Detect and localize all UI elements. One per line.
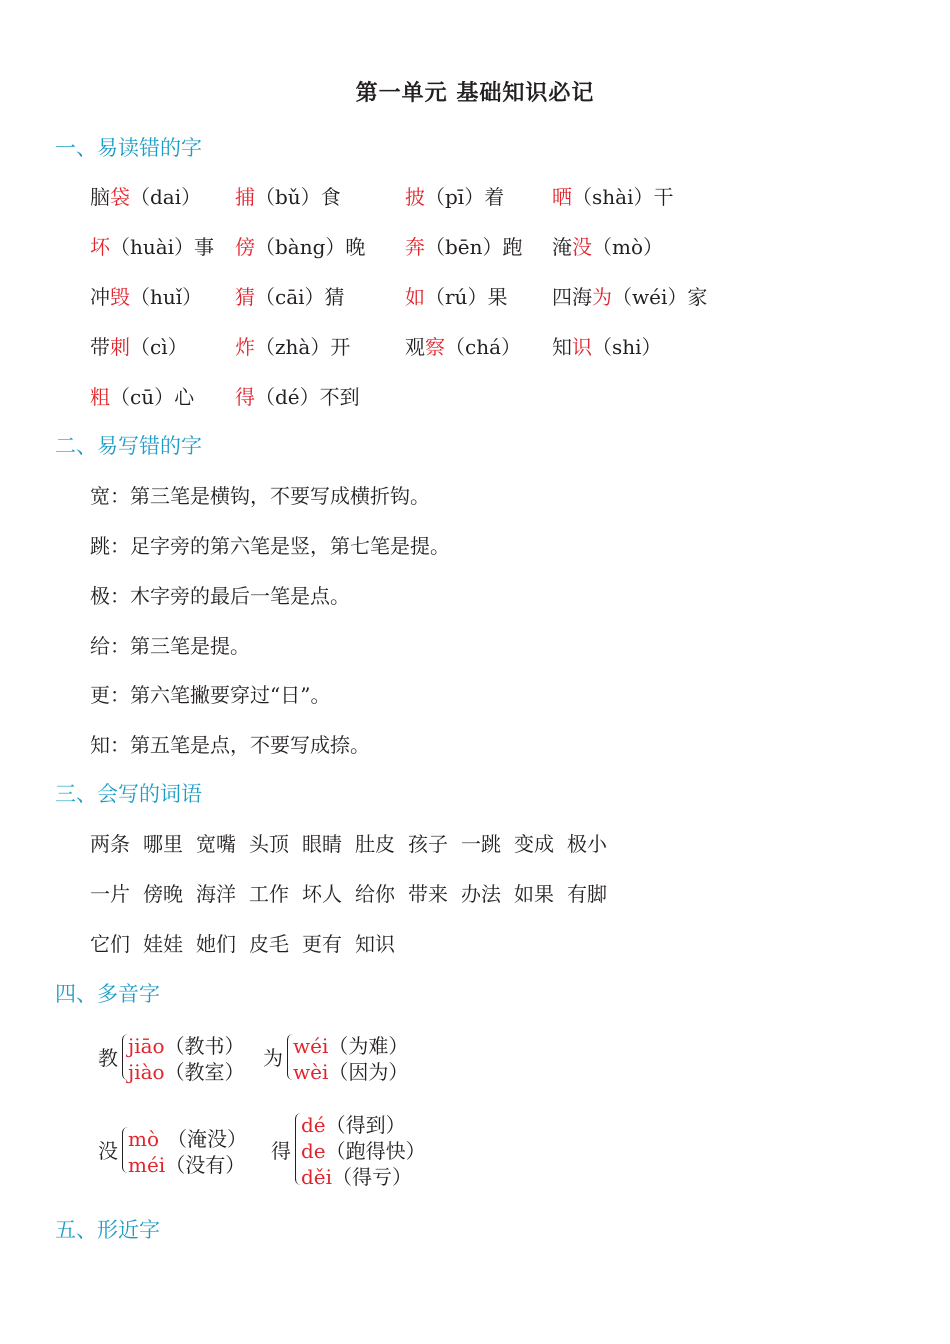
vocab-word: 一片 — [90, 882, 130, 906]
reading-word: （得亏） — [332, 1165, 413, 1189]
pron-item — [235, 281, 345, 310]
pron-suffix: 跑 — [502, 235, 523, 259]
section-heading-1: 一、易读错的字 — [55, 136, 202, 160]
polyphone-de — [271, 1109, 451, 1191]
vocab-word: 一跳 — [461, 832, 501, 856]
pron-highlight: 猜 — [235, 285, 255, 309]
pron-highlight: 晒 — [552, 185, 572, 209]
polyphone-reading — [301, 1109, 406, 1138]
pron-suffix: 果 — [487, 285, 508, 309]
pron-pinyin: （wéi） — [612, 285, 688, 309]
vocab-word: 极小 — [567, 832, 607, 856]
polyphone-reading — [301, 1135, 426, 1164]
pron-item — [90, 231, 214, 260]
pron-suffix: 食 — [320, 185, 341, 209]
pron-highlight: 粗 — [90, 385, 110, 409]
pron-prefix: 冲 — [90, 285, 110, 309]
pron-highlight: 披 — [405, 185, 425, 209]
pron-item — [405, 281, 507, 310]
pron-pinyin: （dé） — [255, 385, 320, 409]
vocab-word: 坏人 — [302, 882, 342, 906]
polyphone-wei — [263, 1030, 423, 1086]
reading-pinyin: dé — [301, 1113, 326, 1137]
reading-pinyin: jiào — [128, 1060, 165, 1084]
page-title: 第一单元 基础知识必记 — [355, 81, 595, 106]
polyphone-reading — [128, 1123, 247, 1152]
pron-highlight: 毁 — [110, 285, 130, 309]
pron-suffix: 猜 — [324, 285, 345, 309]
pron-pinyin: （mò） — [592, 235, 664, 259]
pron-suffix: 晚 — [345, 235, 366, 259]
reading-word: （为难） — [328, 1034, 409, 1058]
reading-word: （没有） — [165, 1153, 246, 1177]
pron-highlight: 察 — [425, 335, 445, 359]
pron-pinyin: （rú） — [425, 285, 488, 309]
pron-suffix: 事 — [194, 235, 215, 259]
pron-item — [405, 331, 521, 360]
pron-pinyin: （cū） — [110, 385, 175, 409]
pron-pinyin: （shài） — [572, 185, 654, 209]
section-heading-4: 四、多音字 — [55, 982, 160, 1006]
writing-note: 更：第六笔撇要穿过“日”。 — [90, 683, 331, 707]
vocab-word: 傍晚 — [143, 882, 183, 906]
pron-item — [552, 281, 707, 310]
pron-highlight: 如 — [405, 285, 425, 309]
reading-word: （淹没） — [167, 1127, 248, 1151]
pron-pinyin: （huǐ） — [130, 285, 203, 309]
pron-highlight: 刺 — [110, 335, 130, 359]
vocab-word: 皮毛 — [249, 932, 289, 956]
pron-item — [405, 181, 504, 210]
pron-row-5 — [0, 381, 950, 411]
pron-pinyin: （pī） — [425, 185, 485, 209]
pron-suffix: 开 — [330, 335, 351, 359]
section-heading-2: 二、易写错的字 — [55, 434, 202, 458]
vocab-row-2 — [90, 878, 620, 907]
reading-pinyin: de — [301, 1139, 326, 1163]
vocab-word: 带来 — [408, 882, 448, 906]
vocab-word: 变成 — [514, 832, 554, 856]
pron-item — [90, 181, 201, 210]
polyphone-reading — [128, 1149, 245, 1178]
reading-pinyin: děi — [301, 1165, 333, 1189]
vocab-word: 她们 — [196, 932, 236, 956]
pron-pinyin: （huài） — [110, 235, 195, 259]
polyphone-reading — [128, 1056, 245, 1085]
vocab-word: 哪里 — [143, 832, 183, 856]
pron-suffix: 心 — [174, 385, 195, 409]
pron-pinyin: （chá） — [445, 335, 522, 359]
pron-prefix: 带 — [90, 335, 110, 359]
writing-note: 给：第三笔是提。 — [90, 634, 250, 658]
pron-suffix: 着 — [484, 185, 505, 209]
pron-pinyin: （zhà） — [255, 335, 331, 359]
pron-prefix: 四海 — [552, 285, 592, 309]
section-heading-3: 三、会写的词语 — [55, 782, 202, 806]
vocab-word: 眼睛 — [302, 832, 342, 856]
writing-note: 知：第五笔是点，不要写成捺。 — [90, 733, 370, 757]
reading-word: （教室） — [164, 1060, 245, 1084]
pron-item — [90, 281, 202, 310]
polyphone-reading — [301, 1161, 412, 1190]
reading-pinyin: jiāo — [128, 1034, 165, 1058]
pron-highlight: 傍 — [235, 235, 255, 259]
pron-prefix: 知 — [552, 335, 572, 359]
polyphone-reading — [293, 1056, 408, 1085]
vocab-row-1 — [90, 828, 620, 857]
reading-word: （教书） — [164, 1034, 245, 1058]
vocab-word: 有脚 — [567, 882, 607, 906]
polyphone-jiao — [98, 1030, 258, 1086]
pron-row-2 — [0, 231, 950, 261]
pron-row-3 — [0, 281, 950, 311]
vocab-word: 宽嘴 — [196, 832, 236, 856]
reading-word: （因为） — [328, 1060, 409, 1084]
polyphone-mei — [98, 1123, 258, 1179]
vocab-word: 如果 — [514, 882, 554, 906]
vocab-row-3 — [90, 928, 408, 957]
pron-item — [235, 331, 350, 360]
vocab-word: 办法 — [461, 882, 501, 906]
reading-word: （得到） — [325, 1113, 406, 1137]
pron-item — [235, 381, 360, 410]
pron-highlight: 炸 — [235, 335, 255, 359]
pron-highlight: 识 — [572, 335, 592, 359]
pron-suffix: 干 — [653, 185, 674, 209]
pron-pinyin: （bēn） — [425, 235, 503, 259]
section-heading-5: 五、形近字 — [55, 1218, 160, 1242]
vocab-word: 两条 — [90, 832, 130, 856]
pron-highlight: 为 — [592, 285, 612, 309]
polyphone-char: 教 — [98, 1046, 118, 1070]
pron-prefix: 观 — [405, 335, 425, 359]
vocab-word: 工作 — [249, 882, 289, 906]
pron-highlight: 奔 — [405, 235, 425, 259]
pron-highlight: 坏 — [90, 235, 110, 259]
pron-item — [552, 181, 673, 210]
pron-item — [235, 181, 341, 210]
polyphone-char: 为 — [263, 1046, 283, 1070]
pron-row-1 — [0, 181, 950, 211]
pron-item — [405, 231, 523, 260]
pron-item — [90, 381, 194, 410]
vocab-word: 肚皮 — [355, 832, 395, 856]
pron-highlight: 没 — [572, 235, 592, 259]
polyphone-reading — [293, 1030, 408, 1059]
polyphone-char: 得 — [271, 1139, 291, 1163]
vocab-word: 给你 — [355, 882, 395, 906]
pron-pinyin: （dai） — [130, 185, 202, 209]
reading-pinyin: méi — [128, 1153, 166, 1177]
pron-highlight: 袋 — [110, 185, 130, 209]
reading-word: （跑得快） — [325, 1139, 426, 1163]
pron-highlight: 捕 — [235, 185, 255, 209]
pron-item — [90, 331, 188, 360]
pron-row-4 — [0, 331, 950, 361]
reading-pinyin: wéi — [293, 1034, 329, 1058]
vocab-word: 头顶 — [249, 832, 289, 856]
pron-item — [552, 231, 663, 260]
vocab-word: 知识 — [355, 932, 395, 956]
vocab-word: 孩子 — [408, 832, 448, 856]
pron-pinyin: （cì） — [130, 335, 188, 359]
pron-pinyin: （bàng） — [255, 235, 346, 259]
polyphone-char: 没 — [98, 1139, 118, 1163]
pron-suffix: 不到 — [319, 385, 360, 409]
pron-item — [235, 231, 365, 260]
reading-pinyin: wèi — [293, 1060, 329, 1084]
reading-pinyin: mò — [128, 1127, 160, 1151]
pron-suffix: 家 — [687, 285, 708, 309]
vocab-word: 海洋 — [196, 882, 236, 906]
writing-note: 极：木字旁的最后一笔是点。 — [90, 584, 350, 608]
pron-pinyin: （bǔ） — [255, 185, 321, 209]
vocab-word: 它们 — [90, 932, 130, 956]
pron-highlight: 得 — [235, 385, 255, 409]
writing-note: 跳：足字旁的第六笔是竖，第七笔是提。 — [90, 534, 450, 558]
writing-note: 宽：第三笔是横钩，不要写成横折钩。 — [90, 484, 430, 508]
pron-pinyin: （cāi） — [255, 285, 325, 309]
pron-item — [552, 331, 662, 360]
vocab-word: 更有 — [302, 932, 342, 956]
pron-prefix: 淹 — [552, 235, 572, 259]
pron-prefix: 脑 — [90, 185, 110, 209]
pron-pinyin: （shi） — [592, 335, 662, 359]
polyphone-reading — [128, 1030, 245, 1059]
vocab-word: 娃娃 — [143, 932, 183, 956]
